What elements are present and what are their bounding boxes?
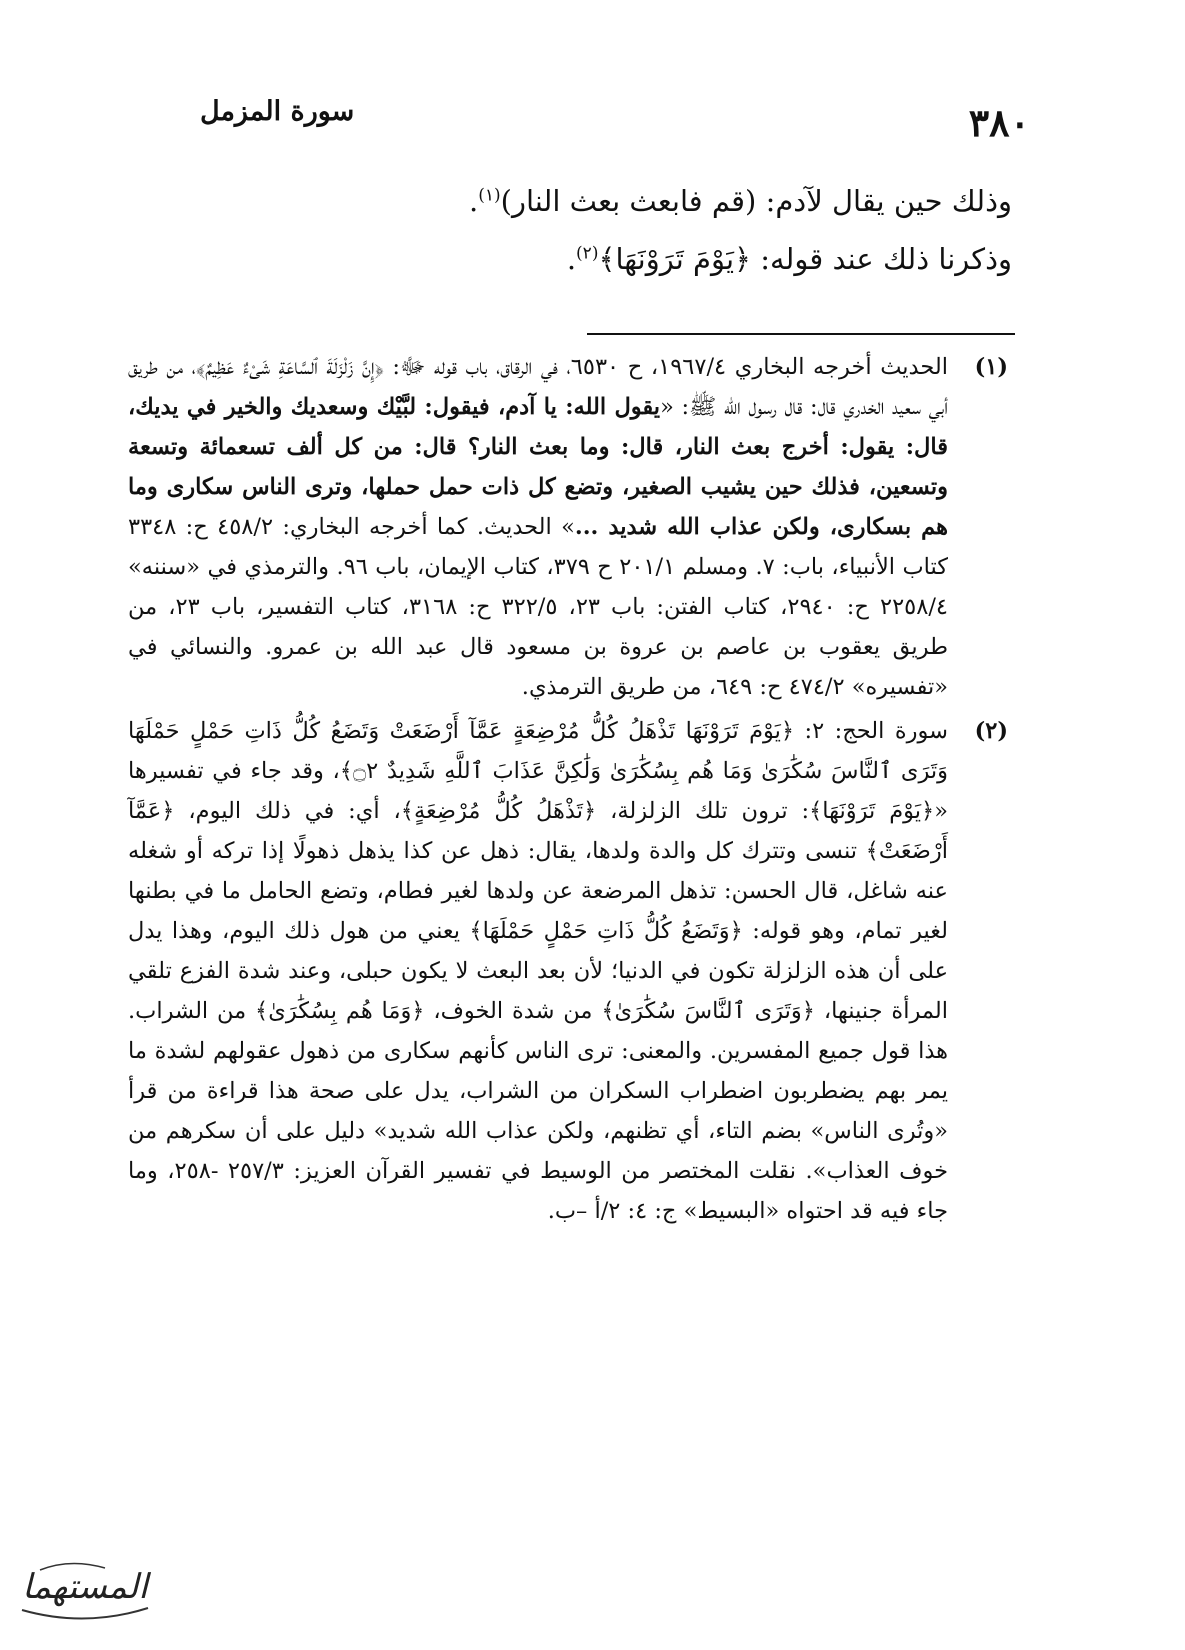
main-line-2 bbox=[440, 230, 1012, 288]
footnote-2-number: (٢) bbox=[974, 718, 1008, 744]
surah-title: سورة المزمل bbox=[200, 96, 355, 127]
main-text bbox=[440, 172, 1012, 288]
footnote-1 bbox=[128, 347, 1008, 707]
footnote-2-text bbox=[128, 718, 948, 1224]
footnote-ref-2: (٢) bbox=[576, 243, 599, 264]
main-line-1-text: وذلك حين يقال لآدم: (قم فابعث بعث النار) bbox=[500, 184, 1012, 218]
page-header bbox=[200, 92, 1030, 152]
footnote-1-seg3: » الحديث. كما أخرجه البخاري: ٤٥٨/٢ ح: ٣٣٤٨ كتاب الأنبياء، باب: ٧. ومسلم ٢٠١/١ ح ٣٧٩، كتاب الإيمان، باب ٩٦. والترمذي في «سننه» ٢٢٥٨/٤ ح: ٢٩٤٠، كتاب الفتن: باب ٢٣، ٣٢٢/٥ ح: ٣١٦٨، كتاب التفسير، باب ٢٣، من طريق يعقوب بن عاصم بن عروة بن مسعود قال عبد الله بن عمرو. والنسائي في «تفسيره» ٤٧٤/٢ ح: ٦٤٩، من طريق الترمذي. bbox=[128, 514, 949, 700]
watermark-text: المستهما bbox=[22, 1567, 148, 1607]
main-line-1 bbox=[440, 172, 1012, 230]
footnote-1-hadith-text: يقول الله: يا آدم، فيقول: لبَّيْك وسعديك والخير في يديك، قال: يقول: أخرج بعث النار، قال: وما بعث النار؟ قال: من كل ألف تسعمائة وتسعة وتسعين، فذلك حين يشيب الصغير، وتضع كل ذات حمل حملها، وترى الناس سكارى وما هم بسكارى، ولكن عذاب الله شديد ... bbox=[128, 394, 948, 540]
footnote-2 bbox=[128, 711, 1008, 1231]
footnote-ref-1: (١) bbox=[478, 185, 501, 206]
main-line-1-end: . bbox=[469, 184, 479, 218]
watermark-logo bbox=[10, 1540, 160, 1640]
footnotes bbox=[128, 347, 1008, 1231]
footnote-1-text bbox=[128, 354, 948, 700]
main-line-2-end: . bbox=[566, 242, 577, 276]
watermark-flourish bbox=[22, 1608, 148, 1619]
footnote-1-seg1: الحديث أخرجه البخاري ١٩٦٧/٤، ح ٦٥٣٠، في الرقاق، باب قوله ﷻ: ﴿إِنَّ زَلْزَلَةَ ٱلسَّاعَةِ شَىْءٌ عَظِيمٌ﴾، من طريق أبي سعيد الخدري قال: قال رسول الله ﷺ: « bbox=[128, 354, 949, 420]
footnote-1-number: (١) bbox=[974, 354, 1008, 380]
footnote-2-seg1: سورة الحج: ٢: ﴿يَوْمَ تَرَوْنَهَا تَذْهَلُ كُلُّ مُرْضِعَةٍ عَمَّآ أَرْضَعَتْ وَتَضَعُ كُلُّ ذَاتِ حَمْلٍ حَمْلَهَا وَتَرَى ٱلنَّاسَ سُكَٰرَىٰ وَمَا هُم بِسُكَٰرَىٰ وَلَٰكِنَّ عَذَابَ ٱللَّهِ شَدِيدٌ ۝٢﴾، وقد جاء في تفسيرها «﴿يَوْمَ تَرَوْنَهَا﴾: ترون تلك الزلزلة، ﴿تَذْهَلُ كُلُّ مُرْضِعَةٍ﴾، أي: في ذلك اليوم، ﴿عَمَّآ أَرْضَعَتْ﴾ تنسى وتترك كل والدة ولدها، يقال: ذهل عن كذا يذهل ذهولًا إذا تركه أو شغله عنه شاغل، قال الحسن: تذهل المرضعة عن ولدها لغير فطام، وتضع الحامل ما في بطنها لغير تمام، وهو قوله: ﴿وَتَضَعُ كُلُّ ذَاتِ حَمْلٍ حَمْلَهَا﴾ يعني من هول ذلك اليوم، وهذا يدل على أن هذه الزلزلة تكون في الدنيا؛ لأن بعد البعث لا يكون حبلى، وعند شدة الفزع تلقي المرأة جنينها، ﴿وَتَرَى ٱلنَّاسَ سُكَٰرَىٰ﴾ من شدة الخوف، ﴿وَمَا هُم بِسُكَٰرَىٰ﴾ من الشراب. هذا قول جميع المفسرين. والمعنى: ترى الناس كأنهم سكارى من ذهول عقولهم لشدة ما يمر بهم يضطربون اضطراب السكران من الشراب، يدل على صحة هذا قراءة من قرأ «وتُرى الناس» بضم التاء، أي تظنهم، ولكن عذاب الله شديد» دليل على أن سكرهم من خوف العذاب». نقلت المختصر من الوسيط في تفسير القرآن العزيز: ٢٥٧/٣ -٢٥٨، وما جاء فيه قد احتواه «البسيط» ج: ٤: ٢/أ –ب. bbox=[128, 718, 948, 1224]
page-number: ٣٨٠ bbox=[968, 100, 1030, 145]
footnote-divider bbox=[587, 333, 1015, 335]
main-line-2-text: وذكرنا ذلك عند قوله: ﴿يَوْمَ تَرَوْنَهَا﴾ bbox=[598, 242, 1012, 276]
